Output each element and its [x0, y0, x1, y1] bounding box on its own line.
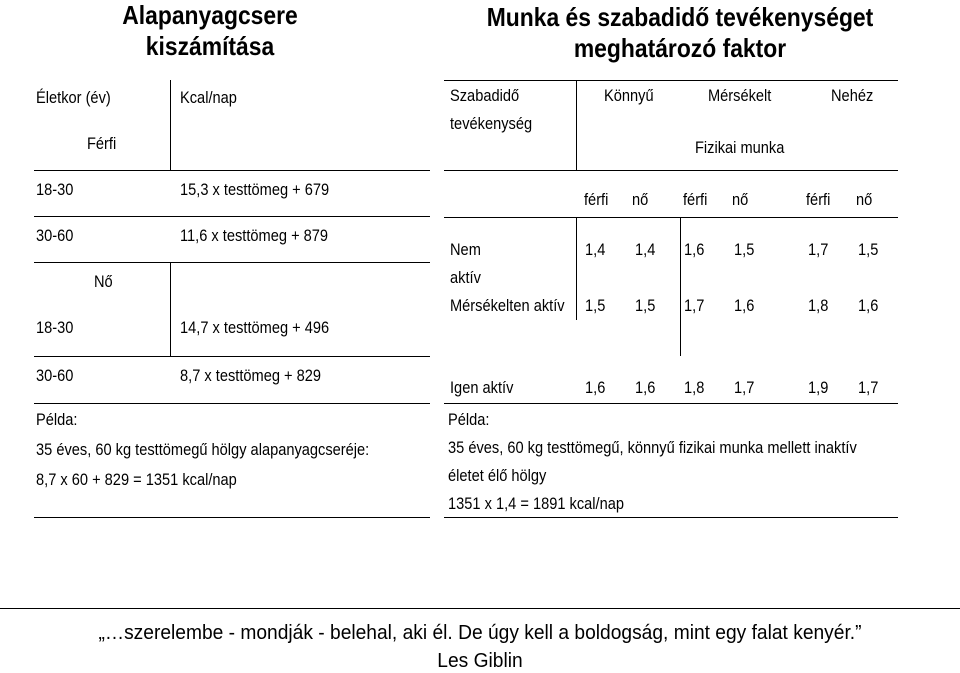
sex-header: nő: [856, 190, 873, 209]
right-divider: [444, 170, 898, 171]
row-2-value: 1,6: [734, 296, 755, 315]
col-moderate: Mérsékelt: [708, 86, 772, 105]
right-example-line1: 35 éves, 60 kg testtömegű, könnyű fizikai munka mellett inaktív: [448, 438, 857, 457]
row-2-value: 1,5: [585, 296, 606, 315]
left-title: [78, 0, 342, 62]
row-3-value: 1,9: [808, 378, 829, 397]
row-3-value: 1,8: [684, 378, 705, 397]
right-example-label: Példa:: [448, 410, 490, 429]
right-column-divider: [576, 80, 577, 170]
section-female: Nő: [94, 272, 113, 291]
left-divider: [34, 517, 430, 518]
physical-work-label: Fizikai munka: [695, 138, 785, 157]
row-2-value: 1,6: [858, 296, 879, 315]
col-light: Könnyű: [604, 86, 654, 105]
male-row-1-formula: 15,3 x testtömeg + 679: [180, 180, 330, 199]
row-3-label-line1: Igen aktív: [450, 378, 514, 397]
row-1-label-line1: Nem: [450, 240, 481, 259]
row-1-value: 1,4: [635, 240, 656, 259]
left-divider: [34, 262, 430, 263]
left-example-line2: 8,7 x 60 + 829 = 1351 kcal/nap: [36, 470, 237, 489]
right-column-divider: [680, 217, 681, 320]
sex-header: férfi: [683, 190, 708, 209]
row-1-value: 1,4: [585, 240, 606, 259]
right-title-line2: meghatározó faktor: [573, 33, 787, 63]
left-divider: [34, 170, 430, 171]
female-row-1-age: 18-30: [36, 318, 74, 337]
female-row-2-formula: 8,7 x testtömeg + 829: [180, 366, 322, 385]
male-row-1-age: 18-30: [36, 180, 74, 199]
right-divider: [444, 217, 898, 218]
row-3-value: 1,6: [635, 378, 656, 397]
header-age: Életkor (év): [36, 88, 111, 107]
row-1-value: 1,7: [808, 240, 829, 259]
right-column-divider: [576, 217, 577, 320]
left-divider: [34, 403, 430, 404]
female-row-2-age: 30-60: [36, 366, 74, 385]
sex-header: férfi: [584, 190, 609, 209]
left-example-line1: 35 éves, 60 kg testtömegű hölgy alapanyagcseréje:: [36, 440, 370, 459]
right-divider: [444, 403, 898, 404]
right-column-divider: [680, 320, 681, 356]
row-1-label-line2: aktív: [450, 268, 481, 287]
section-male: Férfi: [87, 134, 117, 153]
row-2-value: 1,7: [684, 296, 705, 315]
row-2-value: 1,5: [635, 296, 656, 315]
quote-author: Les Giblin: [437, 650, 523, 672]
male-row-2-formula: 11,6 x testtömeg + 879: [180, 226, 329, 245]
right-title-line1: Munka és szabadidő tevékenységet: [486, 2, 874, 32]
row-3-value: 1,7: [858, 378, 879, 397]
row-1-value: 1,5: [734, 240, 755, 259]
right-example-line2: életet élő hölgy: [448, 466, 547, 485]
left-divider: [34, 356, 430, 357]
left-divider: [34, 216, 430, 217]
left-title-line2: kiszámítása: [145, 31, 275, 61]
quote-text: „…szerelembe - mondják - belehal, aki él. De úgy kell a boldogság, mint egy falat kenyér.”: [98, 622, 862, 644]
row-1-value: 1,6: [684, 240, 705, 259]
right-example-line3: 1351 x 1,4 = 1891 kcal/nap: [448, 494, 624, 513]
left-column-divider: [170, 262, 171, 356]
row-3-value: 1,7: [734, 378, 755, 397]
col-leisure-line1: Szabadidő: [450, 86, 520, 105]
header-kcal: Kcal/nap: [180, 88, 237, 107]
row-2-label-line1: Mérsékelten aktív: [450, 296, 565, 315]
right-title: [460, 2, 900, 64]
col-heavy: Nehéz: [831, 86, 874, 105]
sex-header: nő: [632, 190, 649, 209]
quote-divider: [0, 608, 960, 609]
row-3-value: 1,6: [585, 378, 606, 397]
right-divider: [444, 517, 898, 518]
row-1-value: 1,5: [858, 240, 879, 259]
row-2-value: 1,8: [808, 296, 829, 315]
left-title-line1: Alapanyagcsere: [122, 0, 298, 30]
male-row-2-age: 30-60: [36, 226, 74, 245]
sex-header: férfi: [806, 190, 831, 209]
sex-header: nő: [732, 190, 749, 209]
right-divider: [444, 80, 898, 81]
female-row-1-formula: 14,7 x testtömeg + 496: [180, 318, 330, 337]
col-leisure-line2: tevékenység: [450, 114, 533, 133]
left-example-label: Példa:: [36, 410, 78, 429]
left-column-divider: [170, 80, 171, 170]
